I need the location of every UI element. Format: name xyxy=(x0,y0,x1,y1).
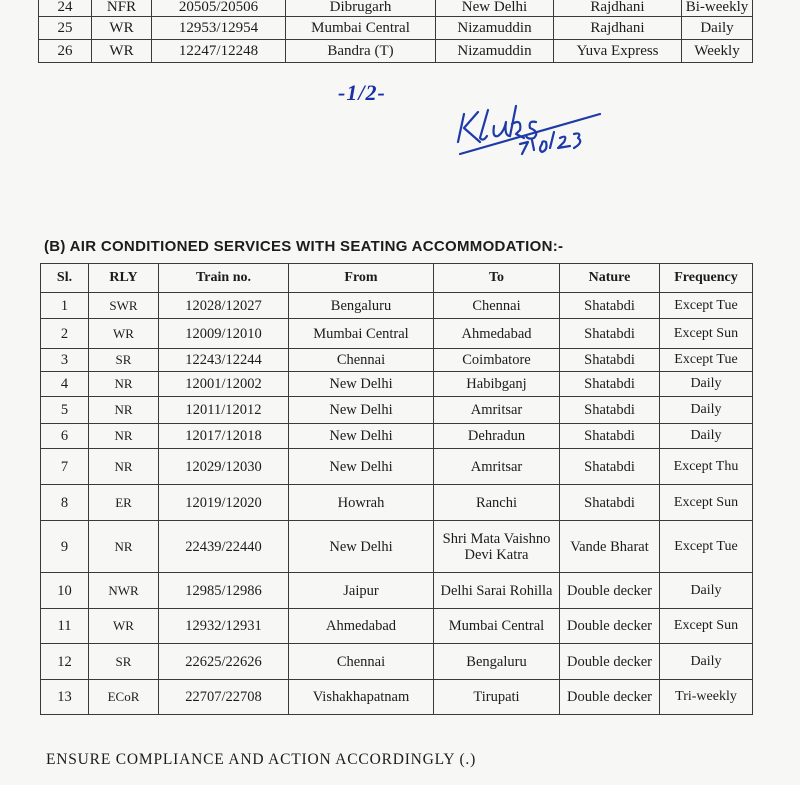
table-row xyxy=(41,521,753,573)
cell-sl-no: 3 xyxy=(41,349,89,372)
cell-frequency: Daily xyxy=(660,573,753,609)
ac-seating-services-table xyxy=(40,263,753,715)
table-row xyxy=(41,609,753,644)
cell-railway: ER xyxy=(89,485,159,521)
cell-sl-no: 13 xyxy=(41,680,89,715)
cell-sl-no: 7 xyxy=(41,449,89,485)
table-row xyxy=(41,449,753,485)
cell-frequency: Except Tue xyxy=(660,293,753,319)
cell-railway: NR xyxy=(89,449,159,485)
footer-instruction: ENSURE COMPLIANCE AND ACTION ACCORDINGLY (.) xyxy=(46,751,477,768)
column-header: From xyxy=(289,264,434,293)
cell-to: Tirupati xyxy=(434,680,560,715)
cell-from: New Delhi xyxy=(289,424,434,449)
cell-nature: Double decker xyxy=(560,609,660,644)
cell-train-no: 12017/12018 xyxy=(159,424,289,449)
cell-sl-no: 25 xyxy=(39,17,92,40)
cell-railway: WR xyxy=(92,17,152,40)
table-row xyxy=(41,349,753,372)
cell-sl-no: 6 xyxy=(41,424,89,449)
cell-railway: SR xyxy=(89,644,159,680)
cell-nature: Double decker xyxy=(560,680,660,715)
cell-train-no: 12009/12010 xyxy=(159,319,289,349)
table-row xyxy=(39,0,753,17)
cell-train-no: 12932/12931 xyxy=(159,609,289,644)
cell-train-no: 12001/12002 xyxy=(159,372,289,397)
table-row xyxy=(39,17,753,40)
cell-from: Chennai xyxy=(289,644,434,680)
cell-frequency: Daily xyxy=(660,644,753,680)
cell-nature: Vande Bharat xyxy=(560,521,660,573)
cell-railway: SR xyxy=(89,349,159,372)
cell-frequency: Tri-weekly xyxy=(660,680,753,715)
cell-from: Vishakhapatnam xyxy=(289,680,434,715)
column-header: Train no. xyxy=(159,264,289,293)
cell-frequency: Except Sun xyxy=(660,609,753,644)
cell-train-no: 12247/12248 xyxy=(152,40,286,63)
cell-nature: Shatabdi xyxy=(560,449,660,485)
cell-frequency: Daily xyxy=(660,424,753,449)
cell-train-no: 20505/20506 xyxy=(152,0,286,17)
cell-from: Jaipur xyxy=(289,573,434,609)
cell-frequency: Except Sun xyxy=(660,485,753,521)
cell-railway: SWR xyxy=(89,293,159,319)
cell-from: New Delhi xyxy=(289,372,434,397)
cell-from: Bengaluru xyxy=(289,293,434,319)
cell-sl-no: 4 xyxy=(41,372,89,397)
cell-to: Nizamuddin xyxy=(436,40,554,63)
cell-railway: WR xyxy=(89,319,159,349)
table-header-row xyxy=(41,264,753,293)
cell-frequency: Except Tue xyxy=(660,349,753,372)
cell-frequency: Weekly xyxy=(682,40,753,63)
cell-to: Delhi Sarai Rohilla xyxy=(434,573,560,609)
table-row xyxy=(41,319,753,349)
cell-nature: Shatabdi xyxy=(560,349,660,372)
cell-frequency: Bi-weekly xyxy=(682,0,753,17)
cell-railway: NR xyxy=(89,397,159,424)
cell-frequency: Except Tue xyxy=(660,521,753,573)
cell-railway: NFR xyxy=(92,0,152,17)
cell-sl-no: 12 xyxy=(41,644,89,680)
cell-frequency: Except Thu xyxy=(660,449,753,485)
table-row xyxy=(41,573,753,609)
cell-from: New Delhi xyxy=(289,397,434,424)
cell-train-no: 22707/22708 xyxy=(159,680,289,715)
cell-train-no: 12028/12027 xyxy=(159,293,289,319)
cell-to: Coimbatore xyxy=(434,349,560,372)
cell-train-no: 22439/22440 xyxy=(159,521,289,573)
cell-sl-no: 10 xyxy=(41,573,89,609)
cell-to: Mumbai Central xyxy=(434,609,560,644)
table-row xyxy=(41,293,753,319)
cell-nature: Shatabdi xyxy=(560,319,660,349)
cell-train-no: 12985/12986 xyxy=(159,573,289,609)
cell-railway: NR xyxy=(89,372,159,397)
cell-railway: WR xyxy=(89,609,159,644)
cell-train-no: 12953/12954 xyxy=(152,17,286,40)
cell-sl-no: 26 xyxy=(39,40,92,63)
cell-nature: Shatabdi xyxy=(560,293,660,319)
section-b-heading: (B) AIR CONDITIONED SERVICES WITH SEATING ACCOMMODATION:- xyxy=(44,238,564,255)
cell-train-no: 12019/12020 xyxy=(159,485,289,521)
cell-from: Ahmedabad xyxy=(289,609,434,644)
cell-from: New Delhi xyxy=(289,521,434,573)
cell-railway: WR xyxy=(92,40,152,63)
cell-to: Habibganj xyxy=(434,372,560,397)
cell-nature: Rajdhani xyxy=(554,17,682,40)
table-row xyxy=(41,397,753,424)
cell-sl-no: 1 xyxy=(41,293,89,319)
cell-nature: Yuva Express xyxy=(554,40,682,63)
cell-nature: Shatabdi xyxy=(560,372,660,397)
cell-to: New Delhi xyxy=(436,0,554,17)
cell-from: Chennai xyxy=(289,349,434,372)
table-row xyxy=(41,644,753,680)
table-row xyxy=(41,680,753,715)
cell-from: Howrah xyxy=(289,485,434,521)
cell-to: Amritsar xyxy=(434,449,560,485)
column-header: Nature xyxy=(560,264,660,293)
cell-frequency: Daily xyxy=(660,372,753,397)
cell-to: Bengaluru xyxy=(434,644,560,680)
cell-to: Shri Mata Vaishno Devi Katra xyxy=(434,521,560,573)
cell-to: Chennai xyxy=(434,293,560,319)
signature xyxy=(450,92,610,164)
cell-sl-no: 9 xyxy=(41,521,89,573)
cell-nature: Rajdhani xyxy=(554,0,682,17)
cell-railway: NR xyxy=(89,521,159,573)
table-row xyxy=(39,40,753,63)
cell-railway: NWR xyxy=(89,573,159,609)
cell-to: Ranchi xyxy=(434,485,560,521)
cell-frequency: Daily xyxy=(682,17,753,40)
cell-to: Amritsar xyxy=(434,397,560,424)
column-header: To xyxy=(434,264,560,293)
cell-railway: ECoR xyxy=(89,680,159,715)
table-row xyxy=(41,424,753,449)
cell-frequency: Except Sun xyxy=(660,319,753,349)
cell-from: Bandra (T) xyxy=(286,40,436,63)
cell-to: Ahmedabad xyxy=(434,319,560,349)
cell-from: New Delhi xyxy=(289,449,434,485)
column-header: RLY xyxy=(89,264,159,293)
cell-from: Mumbai Central xyxy=(286,17,436,40)
continued-services-table xyxy=(38,0,753,63)
cell-sl-no: 2 xyxy=(41,319,89,349)
table-row xyxy=(41,485,753,521)
cell-nature: Shatabdi xyxy=(560,485,660,521)
page-number: -1/2- xyxy=(338,80,386,105)
cell-to: Nizamuddin xyxy=(436,17,554,40)
cell-from: Mumbai Central xyxy=(289,319,434,349)
cell-from: Dibrugarh xyxy=(286,0,436,17)
cell-sl-no: 11 xyxy=(41,609,89,644)
cell-frequency: Daily xyxy=(660,397,753,424)
cell-sl-no: 24 xyxy=(39,0,92,17)
cell-sl-no: 5 xyxy=(41,397,89,424)
cell-nature: Shatabdi xyxy=(560,397,660,424)
cell-railway: NR xyxy=(89,424,159,449)
cell-to: Dehradun xyxy=(434,424,560,449)
cell-train-no: 12011/12012 xyxy=(159,397,289,424)
cell-nature: Double decker xyxy=(560,573,660,609)
cell-sl-no: 8 xyxy=(41,485,89,521)
cell-train-no: 12029/12030 xyxy=(159,449,289,485)
cell-nature: Shatabdi xyxy=(560,424,660,449)
cell-train-no: 22625/22626 xyxy=(159,644,289,680)
table-row xyxy=(41,372,753,397)
column-header: Frequency xyxy=(660,264,753,293)
cell-nature: Double decker xyxy=(560,644,660,680)
column-header: Sl. xyxy=(41,264,89,293)
cell-train-no: 12243/12244 xyxy=(159,349,289,372)
